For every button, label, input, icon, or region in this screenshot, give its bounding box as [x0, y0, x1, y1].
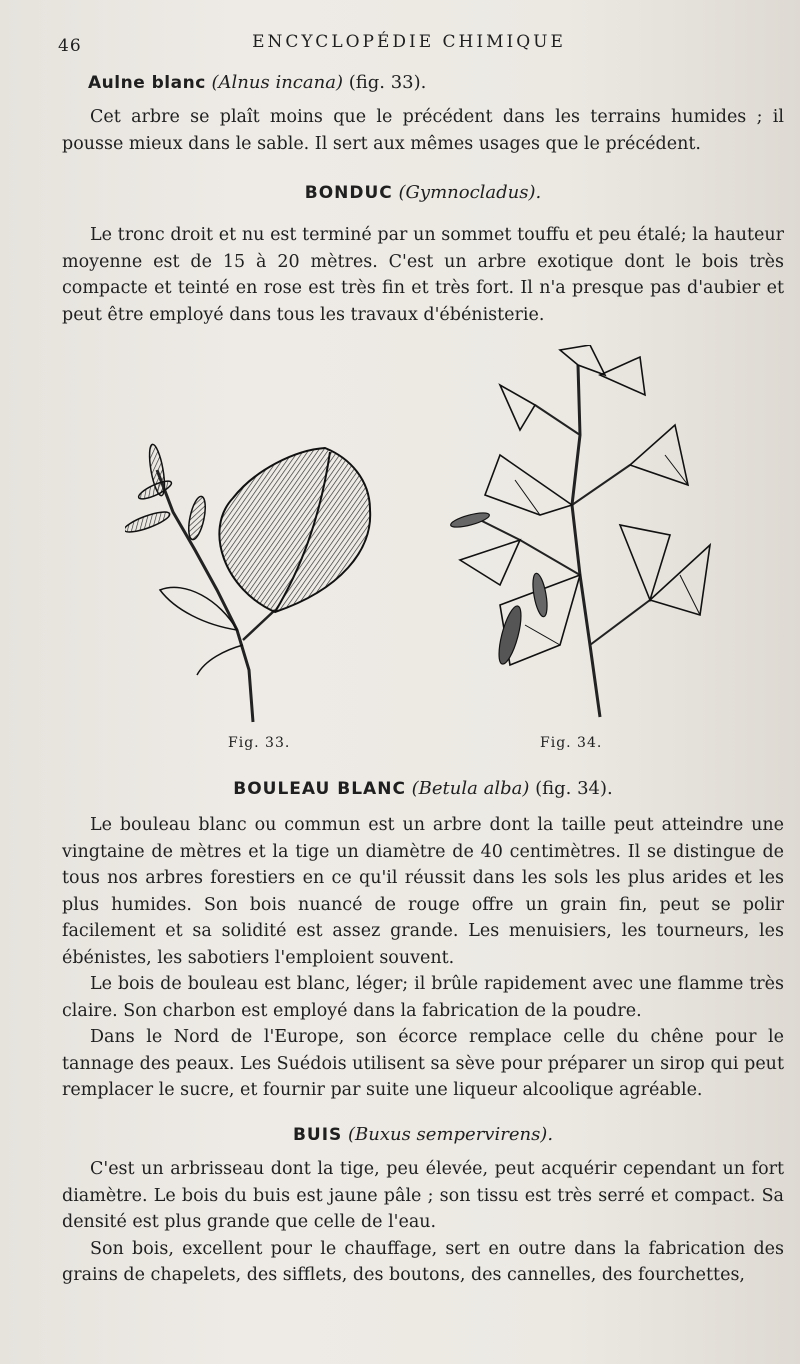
running-header: [58, 30, 760, 58]
paragraph: Cet arbre se plaît moins que le précédent dans les terrains humides ; il pousse mieux dans le sable. Il sert aux mêmes usages que le précédent.: [62, 107, 784, 154]
bonduc-latin: (Gymnocladus).: [398, 182, 542, 203]
buis-latin: (Buxus sempervirens).: [348, 1124, 554, 1145]
fig33-caption: Fig. 33.: [228, 735, 291, 751]
buis-name: BUIS: [292, 1125, 343, 1145]
bouleau-text: [62, 812, 784, 1104]
bonduc-heading: [62, 182, 784, 203]
fig34-illustration: [440, 345, 720, 725]
aulne-name: Aulne blanc: [88, 73, 206, 93]
bonduc-text: [62, 222, 784, 328]
paragraph: Le bois de bouleau est blanc, léger; il brûle rapidement avec une flamme très claire. Son charbon est employé dans la fabrication de la poudre.: [62, 974, 784, 1021]
bouleau-heading: [62, 778, 784, 799]
page-number: 46: [58, 36, 82, 56]
paragraph: C'est un arbrisseau dont la tige, peu élevée, peut acquérir cependant un fort diamètre. Le bois du buis est jaune pâle ; son tissu est très serré et compact. Sa densité est plus grande que celle de l'eau.: [62, 1159, 784, 1232]
aulne-fig-ref: (fig. 33).: [348, 72, 427, 93]
paragraph: Le tronc droit et nu est terminé par un sommet touffu et peu étalé; la hauteur moyenne est de 15 à 20 mètres. C'est un arbre exotique dont le bois très compacte et teinté en rose est très fin et très fort. Il n'a presque pas d'aubier et peut être employé dans tous les travaux d'ébénisterie.: [62, 225, 784, 325]
aulne-latin: (Alnus incana): [211, 72, 343, 93]
aulne-heading: [88, 72, 800, 93]
fig34-caption: Fig. 34.: [540, 735, 603, 751]
running-title: ENCYCLOPÉDIE CHIMIQUE: [252, 32, 566, 52]
paragraph: Le bouleau blanc ou commun est un arbre dont la taille peut atteindre une vingtaine de mètres et la tige un diamètre de 40 centimètres. Il se distingue de tous nos arbres forestiers en ce qu'il réussit dans les sols les plus arides et les plus humides. Son bois nuancé de rouge offre un grain fin, peut se polir facilement et sa solidité est assez grande. Les menuisiers, les tourneurs, les ébénistes, les sabotiers l'emploient souvent.: [62, 815, 784, 968]
bonduc-name: BONDUC: [304, 183, 393, 203]
buis-heading: [62, 1124, 784, 1145]
aulne-text: [62, 104, 784, 157]
fig33-illustration: [125, 440, 395, 725]
buis-text: [62, 1156, 784, 1289]
bouleau-name: BOULEAU BLANC: [233, 779, 406, 799]
paragraph: Dans le Nord de l'Europe, son écorce remplace celle du chêne pour le tannage des peaux. Les Suédois utilisent sa sève pour préparer un sirop qui peut remplacer le sucre, et fournir par suite une liqueur alcoolique agréable.: [62, 1027, 784, 1100]
bouleau-fig-ref: (fig. 34).: [535, 778, 613, 799]
paragraph: Son bois, excellent pour le chauffage, sert en outre dans la fabrication des grains de chapelets, des sifflets, des boutons, des cannelles, des fourchettes,: [62, 1238, 784, 1285]
bouleau-latin: (Betula alba): [411, 778, 530, 799]
